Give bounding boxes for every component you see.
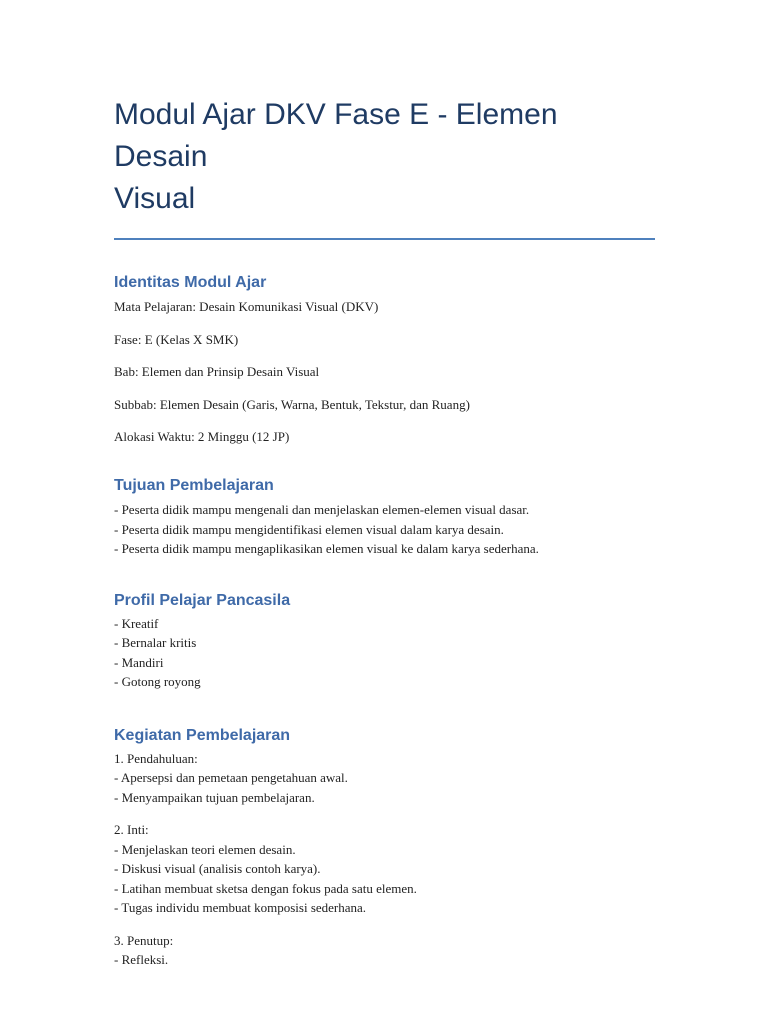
tujuan-item: - Peserta didik mampu mengenali dan menjelaskan elemen-elemen visual dasar. xyxy=(114,502,530,517)
identitas-mata-pelajaran: Mata Pelajaran: Desain Komunikasi Visual (DKV) xyxy=(114,299,379,314)
section-heading-identitas: Identitas Modul Ajar xyxy=(114,274,267,291)
kegiatan-item: - Refleksi. xyxy=(114,952,169,967)
identitas-bab: Bab: Elemen dan Prinsip Desain Visual xyxy=(114,364,320,379)
kegiatan-penutup-title: 3. Penutup: xyxy=(114,932,174,948)
section-identitas xyxy=(114,273,655,446)
section-heading-tujuan: Tujuan Pembelajaran xyxy=(114,477,274,494)
tujuan-item: - Peserta didik mampu mengaplikasikan elemen visual ke dalam karya sederhana. xyxy=(114,541,539,556)
document-title-line-1: Modul Ajar DKV Fase E - Elemen Desain xyxy=(114,98,558,173)
kegiatan-item: - Latihan membuat sketsa dengan fokus pada satu elemen. xyxy=(114,880,417,896)
profil-item: - Gotong royong xyxy=(114,674,201,689)
section-heading-kegiatan: Kegiatan Pembelajaran xyxy=(114,726,291,744)
identitas-fase: Fase: E (Kelas X SMK) xyxy=(114,331,239,347)
identitas-subbab: Subbab: Elemen Desain (Garis, Warna, Bentuk, Tekstur, dan Ruang) xyxy=(114,396,470,412)
kegiatan-pendahuluan xyxy=(114,749,655,808)
section-kegiatan xyxy=(114,726,655,970)
kegiatan-inti-title: 2. Inti: xyxy=(114,822,149,837)
tujuan-item: - Peserta didik mampu mengidentifikasi elemen visual dalam karya desain. xyxy=(114,521,504,537)
document-page xyxy=(114,94,655,970)
kegiatan-pendahuluan-title: 1. Pendahuluan: xyxy=(114,750,198,766)
kegiatan-item: - Menjelaskan teori elemen desain. xyxy=(114,841,296,857)
kegiatan-item: - Diskusi visual (analisis contoh karya). xyxy=(114,861,321,876)
profil-item: - Bernalar kritis xyxy=(114,635,197,650)
kegiatan-item: - Tugas individu membuat komposisi sederhana. xyxy=(114,900,367,915)
profil-item: - Kreatif xyxy=(114,615,159,631)
document-title xyxy=(114,94,655,220)
kegiatan-item: - Menyampaikan tujuan pembelajaran. xyxy=(114,789,315,805)
section-profil xyxy=(114,591,655,692)
title-divider xyxy=(114,238,655,240)
kegiatan-item: - Apersepsi dan pemetaan pengetahuan awal. xyxy=(114,770,348,785)
kegiatan-inti xyxy=(114,820,655,918)
document-title-line-2: Visual xyxy=(114,182,196,215)
identitas-alokasi-waktu: Alokasi Waktu: 2 Minggu (12 JP) xyxy=(114,429,290,444)
kegiatan-penutup xyxy=(114,931,655,970)
section-heading-profil: Profil Pelajar Pancasila xyxy=(114,591,291,609)
profil-item: - Mandiri xyxy=(114,654,164,670)
section-tujuan xyxy=(114,476,655,559)
